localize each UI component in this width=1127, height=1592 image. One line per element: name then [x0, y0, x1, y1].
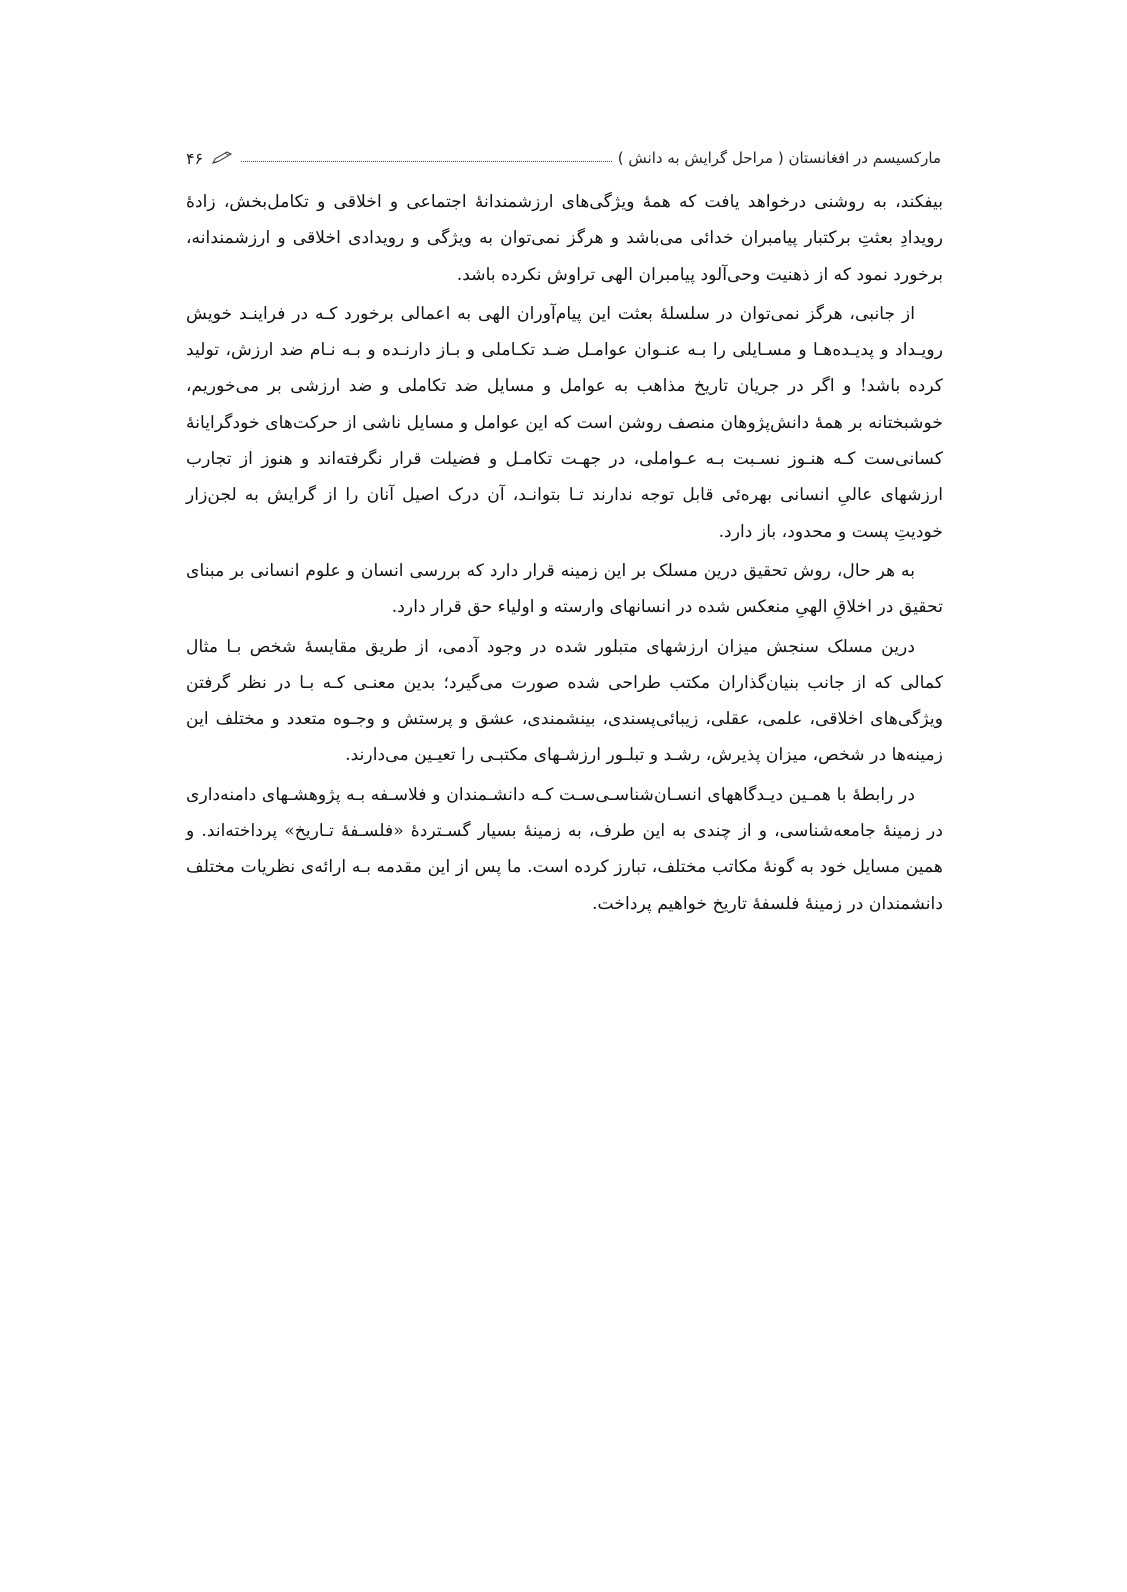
- paragraph-4: درین مسلک سنجش میزان ارزشهای متبلور شده در وجود آدمی، از طریق مقایسهٔ شخص بـا مثال کمالی که از جانب بنیان‌گذاران مکتب طراحی شده صورت می‌گیرد؛ بدین معنـی کـه بـا در نظر گرفتن ویژگی‌های اخلاقی، علمی، عقلی، زیبائی‌پسندی، بینشمندی، عشق و پرستش و وجـوه متعدد و مختلف این زمینه‌ها در شخص، میزان پذیرش، رشـد و تبلـور ارزشـهای مکتبـی را تعیـین می‌دارند.: [186, 636, 943, 766]
- paragraph-2: از جانبی، هرگز نمی‌توان در سلسلهٔ بعثت این پیام‌آوران الهی به اعمالی برخورد کـه در فراینـد خویش رویـداد و پدیـده‌هـا و مسـایلی را بـه عنـوان عوامـل ضـد تکـاملی و بـاز دارنـده و بـه نـام ضد ارزش، تولید کرده باشد! و اگر در جریان تاریخ مذاهب به عوامل و مسایل ضد تکاملی و ضد ارزشی بر می‌خوریم، خوشبختانه بر همهٔ دانش‌پژوهان منصف روشن است که این عوامل و مسایل ناشی از حرکت‌های خودگرایانهٔ کسانی‌ست کـه هنـوز نسـبت بـه عـواملی، در جهـت تکامـل و فضیلت قرار نگرفته‌اند و هنوز از تجارب ارزشهای عالیِ انسانی بهره‌ئی قابل توجه ندارند تـا بتوانـد، آن درک اصیل آنان را از گرایش به لجن‌زار خودیتِ پست و محدود، باز دارد.: [186, 303, 943, 542]
- paragraph-5: در رابطهٔ با همـین دیـدگاههای انسـان‌شناسـی‌سـت کـه دانشـمندان و فلاسـفه بـه پژوهشـهای دامنه‌داری در زمینهٔ جامعه‌شناسی، و از چندی به این طرف، به زمینهٔ بسیار گسـتردهٔ «فلسـفهٔ تـاریخ» پرداخته‌اند. و همین مسایل خود به گونهٔ مکاتب مختلف، تبارز کرده است. ما پس از این مقدمه بـه ارائه‌ی نظریات مختلف دانشمندان در زمینهٔ فلسفهٔ تاریخ خواهیم پرداخت.: [186, 784, 943, 914]
- page-number: ۴۶: [186, 148, 204, 168]
- body-text: [186, 184, 943, 925]
- book-title: مارکسیسم در افغانستان ( مراحل گرایش به دانش ): [617, 149, 941, 167]
- pen-icon: [211, 151, 233, 165]
- running-header: [186, 146, 941, 170]
- paragraph-1: بیفکند، به روشنی درخواهد یافت که همهٔ ویژگی‌های ارزشمندانهٔ اجتماعی و اخلاقی و تکامل‌بخش، زادهٔ رویدادِ بعثتِ برکتبار پیامبران خدائی می‌باشد و هرگز نمی‌توان به ویژگی و رویدادی اخلاقی و ارزشمندانه، برخورد نمود که از ذهنیت وحی‌آلود پیامبران الهی تراوش نکرده باشد.: [186, 192, 943, 285]
- paragraph-3: به هر حال، روش تحقیق درین مسلک بر این زمینه قرار دارد که بررسی انسان و علوم انسانی بر مبنای تحقیق در اخلاقِ الهیِ منعکس شده در انسانهای وارسته و اولیاء حق قرار دارد.: [186, 560, 943, 618]
- dotted-leader: [241, 161, 612, 162]
